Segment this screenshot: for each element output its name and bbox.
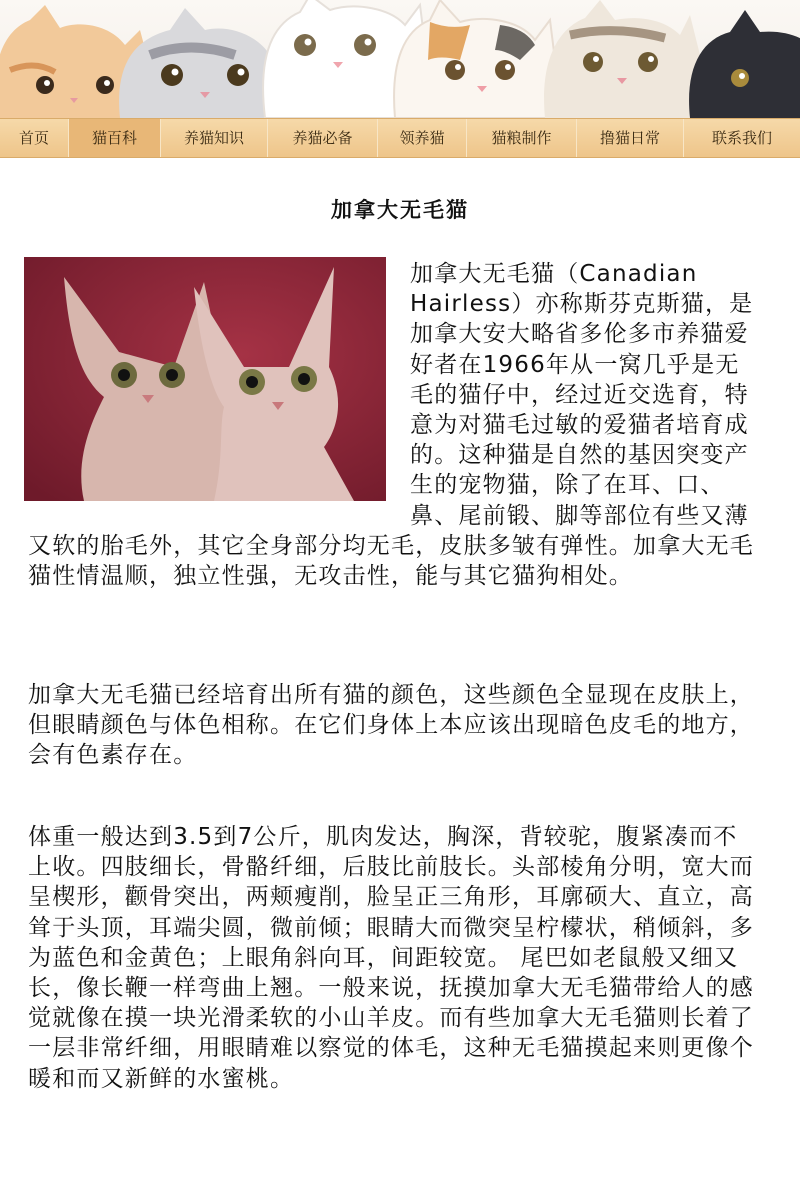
nav-item-adopt-cat[interactable]: 领养猫 bbox=[378, 119, 467, 157]
paragraph-1-text: 加拿大无毛猫（Canadian Hairless）亦称斯芬克斯猫，是加拿大安大略省多伦多市养猫爱好者在1966年从一窝几乎是无毛的猫仔中，经过近交选育，特意为对猫毛过敏的爱猫者培育成的。这种猫是自然的基因突变产生的宠物猫，除了在耳、口、鼻、尾前锻、脚等部位有些又薄又软的胎毛外，其它全身部分均无毛，皮肤多皱有弹性。加拿大无毛猫性情温顺，独立性强，无攻击性，能与其它猫狗相处。 bbox=[28, 261, 754, 590]
nav-item-cat-food-making[interactable]: 猫粮制作 bbox=[467, 119, 577, 157]
nav-item-cat-care-knowledge[interactable]: 养猫知识 bbox=[161, 119, 268, 157]
cat-illustration-black bbox=[689, 10, 800, 118]
nav-item-contact-us[interactable]: 联系我们 bbox=[711, 129, 772, 147]
article-paragraph-3: 体重一般达到3.5到7公斤，肌肉发达，胸深，背较驼，腹紧凑而不上收。四肢细长，骨骼纤细，后肢比前肢长。头部棱角分明，宽大而呈楔形，颧骨突出，两颊瘦削，脸呈正三角形，耳廓硕大、直立，高耸于头顶，耳端尖圆，微前倾；眼睛大而微突呈柠檬状，稍倾斜，多为蓝色和金黄色；上眼角斜向耳，间距较宽。 尾巴如老鼠般又细又长，像长鞭一样弯曲上翘。一般来说，抚摸加拿大无毛猫带给人的感觉就像在摸一块光滑柔软的小山羊皮。而有些加拿大无毛猫则长着了一层非常纤细，用眼睛难以察觉的体毛，这种无毛猫摸起来则更像个暖和而又新鲜的水蜜桃。 bbox=[28, 824, 754, 1092]
nav-item-cat-encyclopedia[interactable]: 猫百科 bbox=[69, 119, 161, 157]
main-nav bbox=[0, 118, 800, 158]
nav-item-cat-daily[interactable]: 撸猫日常 bbox=[577, 119, 684, 157]
article-paragraph-1 bbox=[28, 259, 758, 591]
article-paragraph-2: 加拿大无毛猫已经培育出所有猫的颜色，这些颜色全显现在皮肤上，但眼睛颜色与体色相称。在它们身体上本应该出现暗色皮毛的地方，会有色素存在。 bbox=[28, 682, 754, 769]
article-title: 加拿大无毛猫 bbox=[331, 198, 469, 222]
header-banner bbox=[0, 0, 800, 118]
cats-illustration bbox=[0, 0, 800, 118]
cat-illustration-tabby bbox=[544, 0, 706, 118]
nav-item-cat-essentials[interactable]: 养猫必备 bbox=[268, 119, 378, 157]
nav-item-home[interactable]: 首页 bbox=[0, 119, 69, 157]
